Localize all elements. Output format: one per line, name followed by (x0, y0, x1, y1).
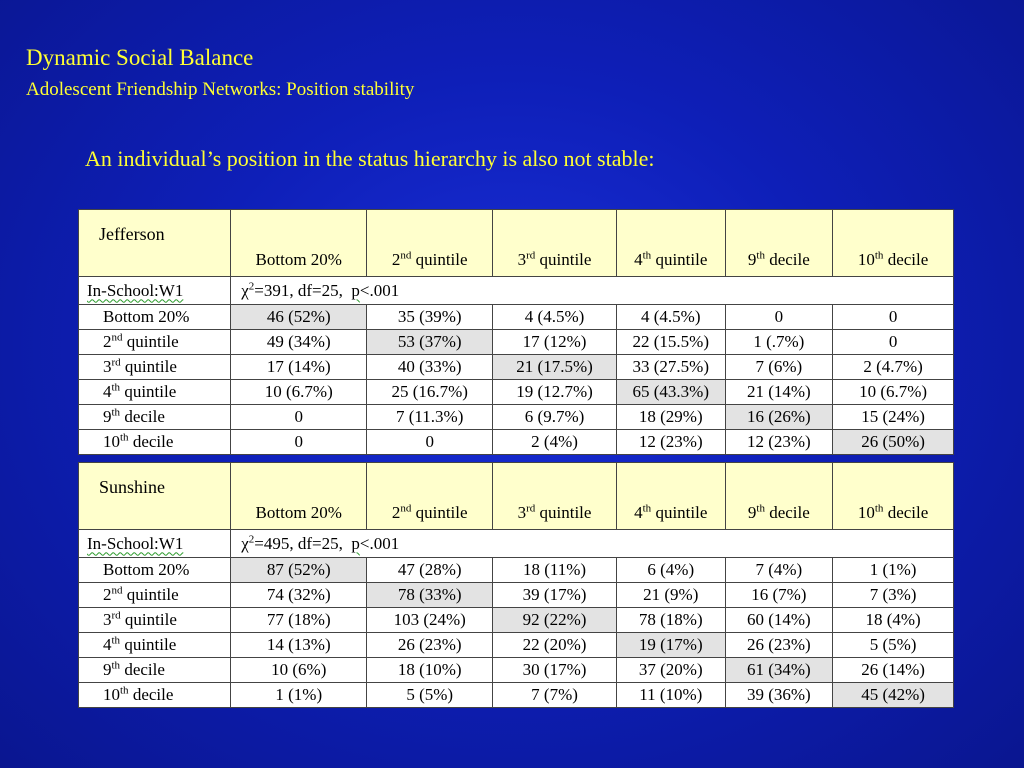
p-symbol: p (351, 280, 360, 300)
label-base: 9 (747, 503, 757, 522)
label-base: 10 (857, 250, 875, 269)
label-base: Bottom 20% (255, 250, 342, 269)
table-row (79, 305, 954, 330)
row-label (79, 330, 231, 355)
label-superscript: th (874, 502, 884, 515)
column-header (493, 210, 617, 277)
table-cell: 49 (34%) (231, 330, 367, 355)
table-cell: 7 (6%) (725, 355, 833, 380)
label-superscript: rd (526, 249, 536, 262)
label-superscript: rd (111, 609, 121, 622)
chi-symbol: χ (241, 280, 249, 300)
school-name: Sunshine (79, 463, 231, 530)
label-base: 10 (103, 432, 120, 451)
header-row (79, 463, 954, 530)
label-rest: quintile (120, 357, 177, 376)
table-cell: 19 (12.7%) (493, 380, 617, 405)
label-superscript: nd (111, 331, 123, 344)
table-cell: 21 (9%) (616, 583, 725, 608)
label-superscript: th (756, 249, 765, 262)
table-cell: 12 (23%) (725, 430, 833, 455)
label-rest: quintile (651, 503, 708, 522)
table-row (79, 608, 954, 633)
table-row (79, 633, 954, 658)
table-row (79, 558, 954, 583)
table-cell: 16 (26%) (725, 405, 833, 430)
label-rest: decile (883, 503, 929, 522)
table-row (79, 330, 954, 355)
chi-symbol: χ (241, 533, 249, 553)
label-superscript: rd (526, 502, 536, 515)
table-cell: 22 (20%) (493, 633, 617, 658)
table-row (79, 380, 954, 405)
table-cell: 14 (13%) (231, 633, 367, 658)
label-superscript: th (111, 381, 121, 394)
table-cell: 26 (23%) (725, 633, 833, 658)
table-cell: 39 (17%) (493, 583, 617, 608)
label-superscript: nd (400, 249, 412, 262)
label-rest: decile (120, 660, 165, 679)
intro-text: An individual’s position in the status hierarchy is also not stable: (85, 146, 655, 171)
table-cell: 19 (17%) (616, 633, 725, 658)
label-base: 3 (517, 503, 527, 522)
table-cell: 26 (50%) (833, 430, 954, 455)
label-base: 4 (103, 635, 112, 654)
table-cell: 0 (231, 430, 367, 455)
table-cell: 22 (15.5%) (616, 330, 725, 355)
column-header (231, 463, 367, 530)
table-cell: 15 (24%) (833, 405, 954, 430)
label-rest: decile (883, 250, 929, 269)
label-superscript: th (874, 249, 884, 262)
label-base: 9 (103, 660, 112, 679)
row-label (79, 405, 231, 430)
table-cell: 10 (6.7%) (833, 380, 954, 405)
table-cell: 18 (29%) (616, 405, 725, 430)
label-base: 3 (103, 610, 112, 629)
row-label (79, 633, 231, 658)
table-cell: 45 (42%) (833, 683, 954, 708)
table-cell: 61 (34%) (725, 658, 833, 683)
label-base: 3 (517, 250, 527, 269)
label-base: 10 (103, 685, 120, 704)
table-cell: 92 (22%) (493, 608, 617, 633)
table-cell: 11 (10%) (616, 683, 725, 708)
table-cell: 1 (.7%) (725, 330, 833, 355)
label-base: 3 (103, 357, 112, 376)
jefferson-transition-table (78, 209, 954, 455)
column-header (616, 463, 725, 530)
table-cell: 17 (12%) (493, 330, 617, 355)
table-cell: 5 (5%) (833, 633, 954, 658)
column-header (833, 210, 954, 277)
label-superscript: nd (111, 584, 123, 597)
table-cell: 37 (20%) (616, 658, 725, 683)
chi-superscript: 2 (248, 279, 255, 292)
table-cell: 17 (14%) (231, 355, 367, 380)
table-cell: 4 (4.5%) (616, 305, 725, 330)
label-superscript: th (111, 406, 121, 419)
label-rest: quintile (122, 332, 179, 351)
table-cell: 39 (36%) (725, 683, 833, 708)
table-cell: 7 (11.3%) (367, 405, 493, 430)
label-base: 9 (103, 407, 112, 426)
table-cell: 0 (367, 430, 493, 455)
table-cell: 87 (52%) (231, 558, 367, 583)
label-superscript: nd (400, 502, 412, 515)
label-superscript: th (111, 659, 121, 672)
label-base: 2 (391, 503, 401, 522)
row-label (79, 583, 231, 608)
label-base: 2 (103, 332, 112, 351)
slide-title: Dynamic Social Balance (26, 45, 254, 70)
chi-values: =391, df=25, (254, 280, 343, 300)
label-rest: decile (764, 250, 810, 269)
table-cell: 7 (4%) (725, 558, 833, 583)
p-symbol: p (351, 533, 360, 553)
label-superscript: rd (111, 356, 121, 369)
row-label (79, 608, 231, 633)
table-cell: 2 (4.7%) (833, 355, 954, 380)
label-rest: decile (764, 503, 810, 522)
table-cell: 40 (33%) (367, 355, 493, 380)
column-header (833, 463, 954, 530)
label-rest: quintile (120, 635, 177, 654)
row-label (79, 683, 231, 708)
table-cell: 60 (14%) (725, 608, 833, 633)
table-row (79, 683, 954, 708)
label-superscript: th (642, 502, 652, 515)
table-cell: 18 (10%) (367, 658, 493, 683)
table-cell: 0 (833, 305, 954, 330)
table-cell: 4 (4.5%) (493, 305, 617, 330)
label-rest: quintile (535, 503, 592, 522)
row-label (79, 355, 231, 380)
row-label (79, 430, 231, 455)
table-row (79, 583, 954, 608)
row-label (79, 305, 231, 330)
chi-square-stat (231, 530, 954, 558)
table-cell: 26 (23%) (367, 633, 493, 658)
column-header (725, 210, 833, 277)
table-cell: 103 (24%) (367, 608, 493, 633)
label-base: 4 (103, 382, 112, 401)
label-superscript: th (120, 431, 129, 444)
stat-row (79, 277, 954, 305)
wave-label (79, 530, 231, 558)
label-base: 9 (747, 250, 757, 269)
label-rest: decile (128, 685, 174, 704)
table-cell: 47 (28%) (367, 558, 493, 583)
table-cell: 10 (6%) (231, 658, 367, 683)
label-rest: quintile (535, 250, 592, 269)
table-cell: 74 (32%) (231, 583, 367, 608)
column-header (367, 463, 493, 530)
row-label (79, 558, 231, 583)
table-cell: 5 (5%) (367, 683, 493, 708)
table-cell: 1 (1%) (833, 558, 954, 583)
wave-text: In-School:W1 (87, 533, 184, 553)
label-superscript: th (756, 502, 765, 515)
column-header (367, 210, 493, 277)
label-rest: decile (120, 407, 165, 426)
table-cell: 0 (231, 405, 367, 430)
p-value: <.001 (359, 280, 400, 300)
table-cell: 35 (39%) (367, 305, 493, 330)
row-label (79, 658, 231, 683)
label-base: 4 (634, 503, 643, 522)
label-rest: quintile (411, 503, 468, 522)
label-rest: quintile (120, 610, 177, 629)
label-base: 4 (634, 250, 643, 269)
chi-values: =495, df=25, (254, 533, 343, 553)
table-cell: 1 (1%) (231, 683, 367, 708)
chi-square-stat (231, 277, 954, 305)
slide-subtitle: Adolescent Friendship Networks: Position stability (26, 79, 415, 100)
label-rest: decile (128, 432, 174, 451)
label-base: 2 (391, 250, 401, 269)
table-cell: 16 (7%) (725, 583, 833, 608)
p-value: <.001 (359, 533, 400, 553)
label-rest: quintile (120, 382, 177, 401)
label-base: Bottom 20% (103, 307, 190, 326)
column-header (725, 463, 833, 530)
table-row (79, 405, 954, 430)
stat-row (79, 530, 954, 558)
table-cell: 2 (4%) (493, 430, 617, 455)
table-row (79, 355, 954, 380)
table-cell: 10 (6.7%) (231, 380, 367, 405)
header-row (79, 210, 954, 277)
wave-text: In-School:W1 (87, 280, 184, 300)
column-header (493, 463, 617, 530)
table-cell: 6 (4%) (616, 558, 725, 583)
table-cell: 6 (9.7%) (493, 405, 617, 430)
table-cell: 21 (14%) (725, 380, 833, 405)
label-superscript: th (120, 684, 129, 697)
table-cell: 30 (17%) (493, 658, 617, 683)
label-rest: quintile (651, 250, 708, 269)
column-header (231, 210, 367, 277)
table-cell: 0 (833, 330, 954, 355)
label-superscript: th (111, 634, 121, 647)
table-cell: 33 (27.5%) (616, 355, 725, 380)
table-cell: 18 (4%) (833, 608, 954, 633)
table-cell: 53 (37%) (367, 330, 493, 355)
school-name: Jefferson (79, 210, 231, 277)
table-cell: 25 (16.7%) (367, 380, 493, 405)
table-cell: 21 (17.5%) (493, 355, 617, 380)
table-row (79, 658, 954, 683)
label-base: Bottom 20% (103, 560, 190, 579)
label-base: 10 (857, 503, 875, 522)
table-cell: 65 (43.3%) (616, 380, 725, 405)
label-base: 2 (103, 585, 112, 604)
row-label (79, 380, 231, 405)
table-cell: 77 (18%) (231, 608, 367, 633)
column-header (616, 210, 725, 277)
table-cell: 7 (3%) (833, 583, 954, 608)
table-cell: 26 (14%) (833, 658, 954, 683)
table-cell: 78 (33%) (367, 583, 493, 608)
label-base: Bottom 20% (255, 503, 342, 522)
chi-superscript: 2 (248, 532, 255, 545)
table-cell: 0 (725, 305, 833, 330)
table-cell: 12 (23%) (616, 430, 725, 455)
table-cell: 46 (52%) (231, 305, 367, 330)
table-cell: 78 (18%) (616, 608, 725, 633)
label-rest: quintile (411, 250, 468, 269)
sunshine-transition-table (78, 462, 954, 708)
table-cell: 18 (11%) (493, 558, 617, 583)
label-superscript: th (642, 249, 652, 262)
label-rest: quintile (122, 585, 179, 604)
table-row (79, 430, 954, 455)
table-cell: 7 (7%) (493, 683, 617, 708)
wave-label (79, 277, 231, 305)
